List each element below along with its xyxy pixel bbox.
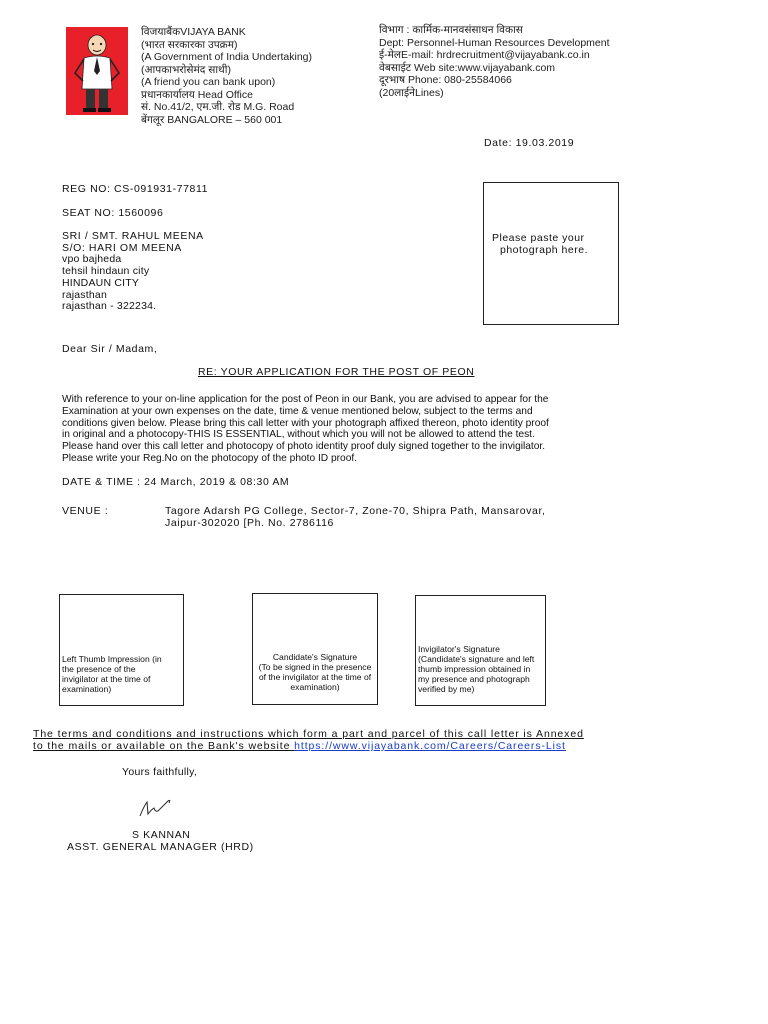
vijaya-bank-logo [66,27,128,115]
exam-date-time: DATE & TIME : 24 March, 2019 & 08:30 AM [62,476,290,488]
invigilator-box-line: thumb impression obtained in [418,664,531,674]
header-left-line: (आपकाभरोसेमंद साथी) [141,63,231,76]
address-line: S/O: HARI OM MEENA [62,241,182,254]
venue-label: VENUE : [62,505,109,517]
terms-line: The terms and conditions and instructions which form a part and parcel of this call letter is Annexed [33,728,584,740]
photo-box-line: photograph here. [500,244,588,256]
header-left-line: विजयाबैंकVIJAYA BANK [141,26,246,38]
candidate-box-line: (To be signed in the presence [258,662,372,672]
terms-line [33,740,566,752]
candidate-box-line: examination) [290,682,340,692]
address-line: rajasthan - 322234. [62,300,157,313]
signature-image [138,796,174,822]
header-left-line: (A friend you can bank upon) [141,76,276,88]
body-line: Please write your Reg.No on the photocopy of the photo ID proof. [62,452,358,464]
seat-number: SEAT NO: 1560096 [62,207,164,219]
candidate-box-line: of the invigilator at the time of [258,672,372,682]
candidate-signature-box [252,593,378,705]
address-line: HINDAUN CITY [62,276,140,289]
careers-link[interactable]: https://www.vijayabank.com/Careers/Careers-List [294,740,566,752]
header-left-line: (भारत सरकारका उपक्रम) [141,38,238,51]
body-line: in original and a photocopy-THIS IS ESSENTIAL, without which you will not be allowed to attend the test. [62,429,535,441]
header-left-line: सं. No.41/2, एम.जी. रोड M.G. Road [141,101,295,113]
handwritten-signature-icon [138,796,174,822]
body-line: With reference to your on-line application for the post of Peon in our Bank, you are advised to appear for the [62,394,549,405]
thumb-box-line: examination) [62,684,112,694]
photo-box-line: Please paste your [492,232,585,244]
header-right-line: ई-मेलE-mail: hrdrecruitment@vijayabank.co.in [379,49,590,61]
header-right-line: विभाग : कार्मिक-मानवसंसाधन विकास [379,24,523,36]
header-left-line: प्रधानकार्यालय Head Office [141,88,253,101]
letter-date: Date: 19.03.2019 [484,137,575,149]
signatory-name: S KANNAN [132,829,191,841]
bank-mascot-icon [66,27,128,115]
terms-text: to the mails or available on the Bank's website [33,740,291,752]
thumb-box-line: Left Thumb Impression (in [62,654,162,664]
header-right-line: वेबसाईट Web site:www.vijayabank.com [379,61,556,74]
header-left [141,26,312,126]
address-line: rajasthan [62,288,107,301]
invigilator-box-line: my presence and photograph [418,674,530,684]
invigilator-box-line: (Candidate's signature and left [418,654,535,664]
photo-box [483,182,619,325]
body-line: Examination at your own expenses on the date, time & venue mentioned below, subject to the terms and [62,405,533,417]
header-right [379,24,610,99]
signatory-title: ASST. GENERAL MANAGER (HRD) [67,841,254,853]
closing: Yours faithfully, [122,766,198,778]
header-left-line: (A Government of India Undertaking) [141,51,313,63]
address-line: vpo bajheda [62,253,122,266]
letter-body [62,394,549,465]
address-line: SRI / SMT. RAHUL MEENA [62,230,204,242]
header-right-line: दूरभाष Phone: 080-25584066 [379,74,512,86]
candidate-box-line: Candidate's Signature [272,652,358,662]
header-right-line: Dept: Personnel-Human Resources Development [379,36,610,49]
body-line: conditions given below. Please bring this call letter with your photograph affixed thereon, photo identity proof [62,417,549,429]
invigilator-box-line: Invigilator's Signature [418,644,500,654]
address-line: tehsil hindaun city [62,265,150,278]
reg-number: REG NO: CS-091931-77811 [62,183,209,195]
header-right-line: (20लाईनेLines) [379,86,444,99]
thumb-impression-box [59,594,184,706]
header-left-line: बेंगलूर BANGALORE – 560 001 [141,113,283,126]
venue-line: Jaipur-302020 [Ph. No. 2786116 [165,517,334,529]
invigilator-signature-box [415,595,546,706]
thumb-box-line: invigilator at the time of [62,674,151,684]
candidate-address [62,231,204,313]
body-line: Please hand over this call letter and photocopy of photo identity proof duly signed together to the invigilator. [62,441,546,453]
salutation: Dear Sir / Madam, [62,343,158,355]
invigilator-box-line: verified by me) [418,684,475,694]
venue-line: Tagore Adarsh PG College, Sector-7, Zone-70, Shipra Path, Mansarovar, [165,505,546,517]
subject-line: RE: YOUR APPLICATION FOR THE POST OF PEON [198,366,475,378]
thumb-box-line: the presence of the [62,664,136,674]
